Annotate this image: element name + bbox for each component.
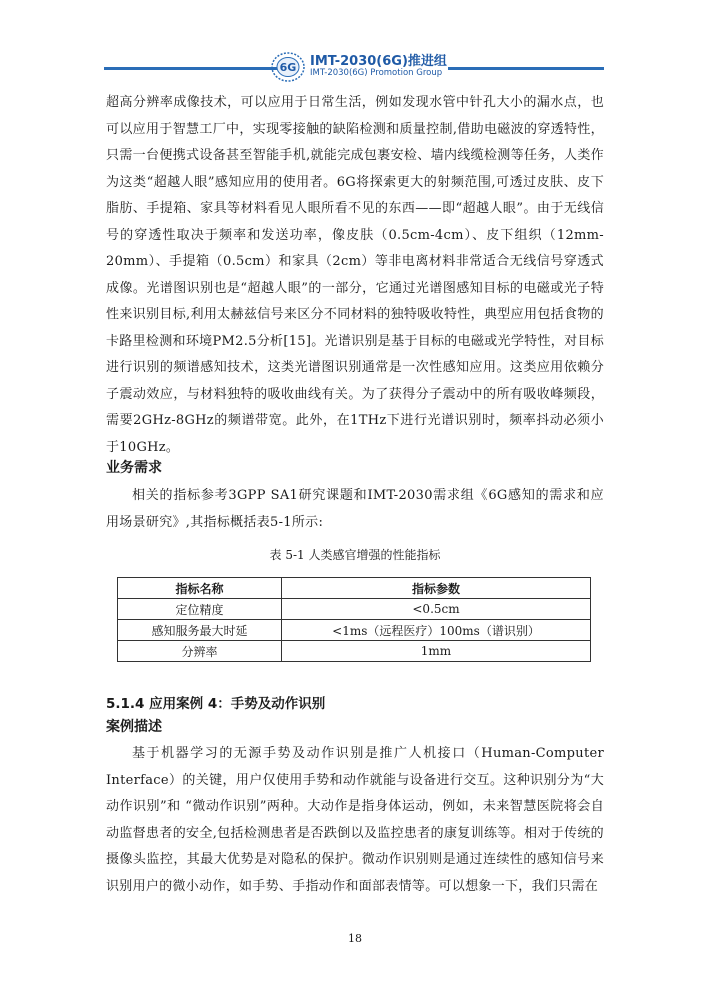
table-cell: 1mm (282, 641, 591, 662)
table-cell: <0.5cm (282, 599, 591, 620)
heading-case-description: 案例描述 (106, 719, 162, 735)
page-number: 18 (348, 932, 362, 945)
paragraph-text: 超高分辨率成像技术，可以应用于日常生活，例如发现水管中针孔大小的漏水点，也可以应用于智慧工厂中，实现零接触的缺陷检测和质量控制,借助电磁波的穿透特性，只需一台便携式设备甚至智能手机,就能完成包裹安检、墙内线缆检测等任务，人类作为这类“超越人眼”感知应用的使用者。6G将探索更大的射频范围,可透过皮肤、皮下脂肪、手提箱、家具等材料看见人眼所看不见的东西——即“超越人眼”。由于无线信号的穿透性取决于频率和发送功率，像皮肤（0.5cm-4cm）、皮下组织（12mm-20mm）、手提箱（0.5cm）和家具（2cm）等非电离材料非常适合无线信号穿透式成像。光谱图识别也是“超越人眼”的一部分，它通过光谱图感知目标的电磁或光子特性来识别目标,利用太赫兹信号来区分不同材料的独特吸收特性，典型应用包括食物的卡路里检测和环境PM2.5分析[15]。光谱识别是基于目标的电磁或光学特性，对目标进行识别的频谱感知技术，这类光谱图识别通常是一次性感知应用。这类应用依赖分子震动效应，与材料独特的吸收曲线有关。为了获得分子震动中的所有吸收峰频段，需要2GHz-8GHz的频谱带宽。此外，在1THz下进行光谱识别时，频率抖动必须小于10GHz。 (106, 95, 604, 455)
table-header-cell: 指标名称 (118, 578, 282, 599)
logo-text: 6G (279, 61, 297, 74)
table-cell: 定位精度 (118, 599, 282, 620)
paragraph-text: 相关的指标参考3GPP SA1研究课题和IMT-2030需求组《6G感知的需求和应用场景研究》,其指标概括表5-1所示: (106, 488, 604, 530)
body-paragraph-2 (106, 483, 604, 536)
table-caption: 表 5-1 人类感官增强的性能指标 (269, 548, 441, 562)
paragraph-text: 基于机器学习的无源手势及动作识别是推广人机接口（Human-Computer Interface）的关键，用户仅使用手势和动作就能与设备进行交互。这种识别分为“大动作识别”和 “微动作识别”两种。大动作是指身体运动，例如，未来智慧医院将会自动监督患者的安全,包括检测患者是否跌倒以及监控患者的康复训练等。相对于传统的摄像头监控，其最大优势是对隐私的保护。微动作识别则是通过连续性的感知信号来识别用户的微小动作，如手势、手指动作和面部表情等。可以想象一下，我们只需在 (106, 746, 604, 894)
header-rule-left (104, 67, 282, 70)
org-subtitle: IMT-2030(6G) Promotion Group (310, 68, 443, 78)
table-cell: 感知服务最大时延 (118, 620, 282, 641)
table-row (118, 641, 591, 662)
body-paragraph-1 (106, 90, 604, 461)
imt2030-logo-icon (270, 50, 306, 84)
table-header-row (118, 578, 591, 599)
page-header (0, 42, 710, 92)
table-cell: <1ms（远程医疗）100ms（谱识别） (282, 620, 591, 641)
body-paragraph-3 (106, 741, 604, 900)
heading-business-requirements: 业务需求 (106, 460, 162, 476)
table-row (118, 599, 591, 620)
table-row (118, 620, 591, 641)
table-header-cell: 指标参数 (282, 578, 591, 599)
table-cell: 分辨率 (118, 641, 282, 662)
org-title: IMT-2030(6G)推进组 (310, 54, 447, 69)
header-rule-right (448, 67, 604, 70)
metrics-table (117, 577, 591, 662)
section-heading: 5.1.4 应用案例 4：手势及动作识别 (106, 696, 326, 712)
